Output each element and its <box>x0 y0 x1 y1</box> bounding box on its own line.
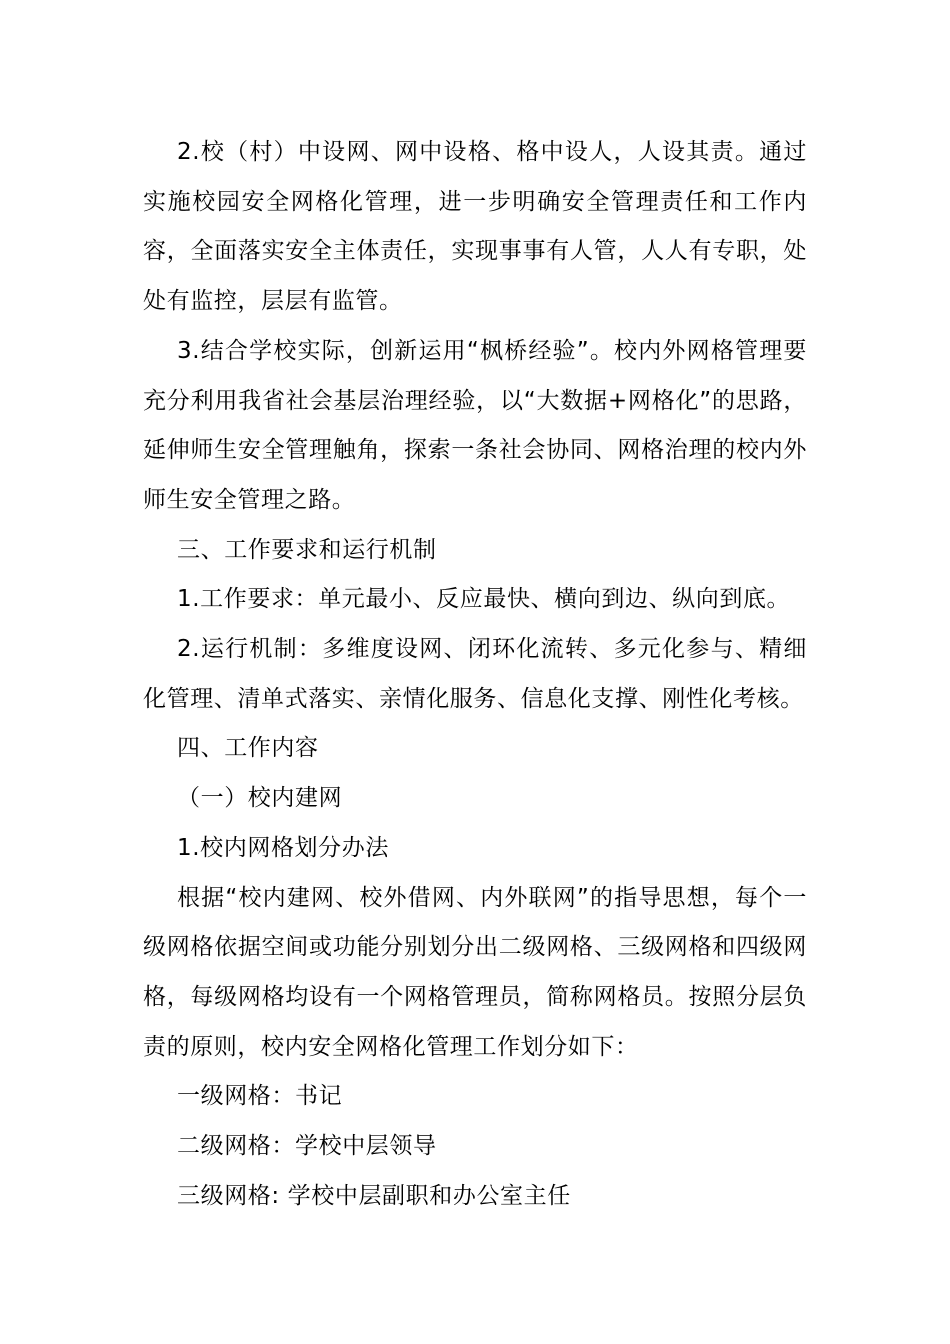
paragraph-fengqiao-experience: 3.结合学校实际，创新运用“枫桥经验”。校内外网格管理要充分利用我省社会基层治理经验，以“大数据+网格化”的思路，延伸师生安全管理触角，探索一条社会协同、网格治理的校内外师生安全管理之路。 <box>143 337 807 513</box>
section-heading-work-content: 四、工作内容 <box>177 735 319 762</box>
paragraph-grid-responsibility: 2.校（村）中设网、网中设格、格中设人，人设其责。通过实施校园安全网格化管理，进一步明确安全管理责任和工作内容，全面落实安全主体责任，实现事事有人管，人人有专职，处处有监控，层层有监管。 <box>143 139 807 315</box>
section-heading-requirements-mechanism: 三、工作要求和运行机制 <box>177 536 437 563</box>
list-item-level-two-grid: 二级网格：学校中层领导 <box>177 1133 437 1160</box>
item-heading-grid-division-method: 1.校内网格划分办法 <box>177 834 389 861</box>
document-body <box>143 128 807 1221</box>
paragraph-grid-division-description: 根据“校内建网、校外借网、内外联网”的指导思想，每个一级网格依据空间或功能分别划分出二级网格、三级网格和四级网格，每级网格均设有一个网格管理员，简称网格员。按照分层负责的原则，校内安全网格化管理工作划分如下： <box>143 884 807 1060</box>
paragraph-operating-mechanism: 2.运行机制：多维度设网、闭环化流转、多元化参与、精细化管理、清单式落实、亲情化服务、信息化支撑、刚性化考核。 <box>143 636 807 712</box>
list-item-level-one-grid: 一级网格：书记 <box>177 1083 343 1110</box>
subsection-heading-campus-network: （一）校内建网 <box>177 785 343 812</box>
paragraph-work-requirements: 1.工作要求：单元最小、反应最快、横向到边、纵向到底。 <box>177 586 791 613</box>
list-item-level-three-grid: 三级网格: 学校中层副职和办公室主任 <box>177 1182 571 1209</box>
